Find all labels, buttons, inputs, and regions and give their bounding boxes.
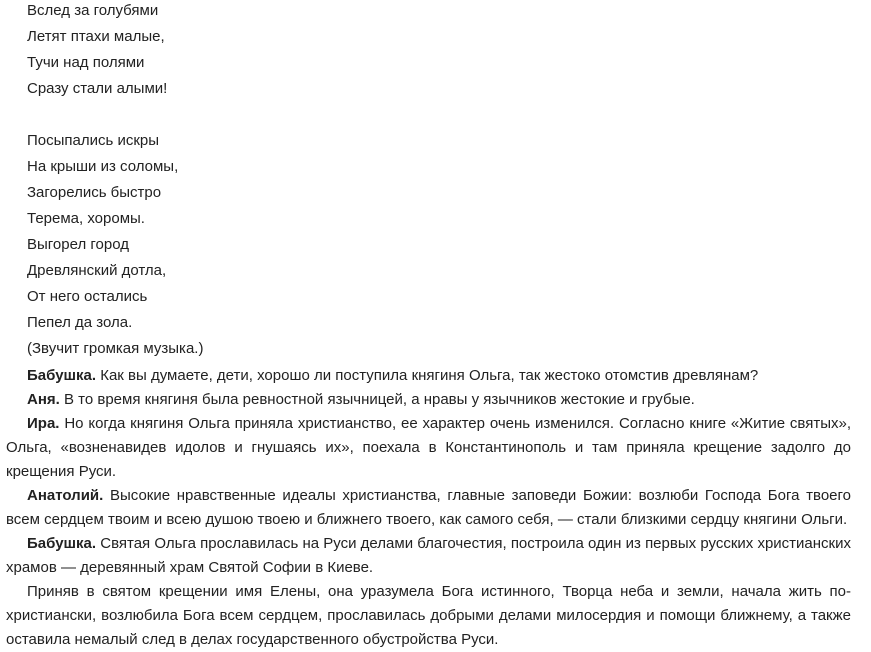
speaker-name: Бабушка. xyxy=(27,535,97,552)
dialogue-paragraph xyxy=(6,412,851,484)
speaker-name: Ира. xyxy=(27,415,60,432)
dialogue-text: Как вы думаете, дети, хорошо ли поступила княгиня Ольга, так жестоко отомстив древлянам? xyxy=(96,367,759,384)
speaker-name: Аня. xyxy=(27,391,60,408)
dialogue-paragraph xyxy=(6,388,851,412)
dialogue-paragraph xyxy=(6,532,851,580)
dialogue-text: Высокие нравственные идеалы христианства, главные заповеди Божии: возлюби Господа Бога твоего всем сердцем твоим и всею душою твоею и ближнего твоего, как самого себя, — стали близкими сердцу княгини Ольги. xyxy=(6,487,851,528)
verse-line: Пепел да зола. xyxy=(27,314,133,331)
dialogue-section xyxy=(6,364,851,652)
verse-line: Терема, хоромы. xyxy=(27,210,145,227)
verse-line: От него остались xyxy=(27,288,148,305)
dialogue-text: В то время княгиня была ревностной язычницей, а нравы у язычников жестокие и грубые. xyxy=(59,391,695,408)
speaker-name: Бабушка. xyxy=(27,367,97,384)
verse-line: Летят птахи малые, xyxy=(27,28,165,45)
narrative-paragraph xyxy=(6,580,851,652)
dialogue-paragraph xyxy=(6,364,851,388)
stage-direction: (Звучит громкая музыка.) xyxy=(27,340,204,357)
document-body xyxy=(6,0,851,652)
stanza-spacer xyxy=(6,104,851,130)
verse-line: Посыпались искры xyxy=(27,132,160,149)
verse-line: Древлянский дотла, xyxy=(27,262,167,279)
dialogue-text: Приняв в святом крещении имя Елены, она уразумела Бога истинного, Творца неба и земли, начала жить по-христиански, возлюбила Бога всем сердцем, прославилась добрыми делами милосердия и помощи ближнему, а также оставила немалый след в делах государственного обустройства Руси. xyxy=(6,583,851,648)
speaker-name: Анатолий. xyxy=(27,487,104,504)
verse-line: Тучи над полями xyxy=(27,54,145,71)
poem-stanza-2 xyxy=(6,130,851,364)
verse-line: Выгорел город xyxy=(27,236,129,253)
dialogue-text: Но когда княгиня Ольга приняла христианство, ее характер очень изменился. Согласно книге «Житие святых», Ольга, «возненавидев идолов и гнушаясь их», поехала в Константинополь и там приняла крещение задолго до крещения Руси. xyxy=(6,415,851,480)
verse-line: Загорелись быстро xyxy=(27,184,162,201)
verse-line: Сразу стали алыми! xyxy=(27,80,168,97)
poem-stanza-1 xyxy=(6,0,851,104)
dialogue-paragraph xyxy=(6,484,851,532)
verse-line: На крыши из соломы, xyxy=(27,158,179,175)
dialogue-text: Святая Ольга прославилась на Руси делами благочестия, построила один из первых русских христианских храмов — деревянный храм Святой Софии в Киеве. xyxy=(6,535,851,576)
verse-line: Вслед за голубями xyxy=(27,2,159,19)
